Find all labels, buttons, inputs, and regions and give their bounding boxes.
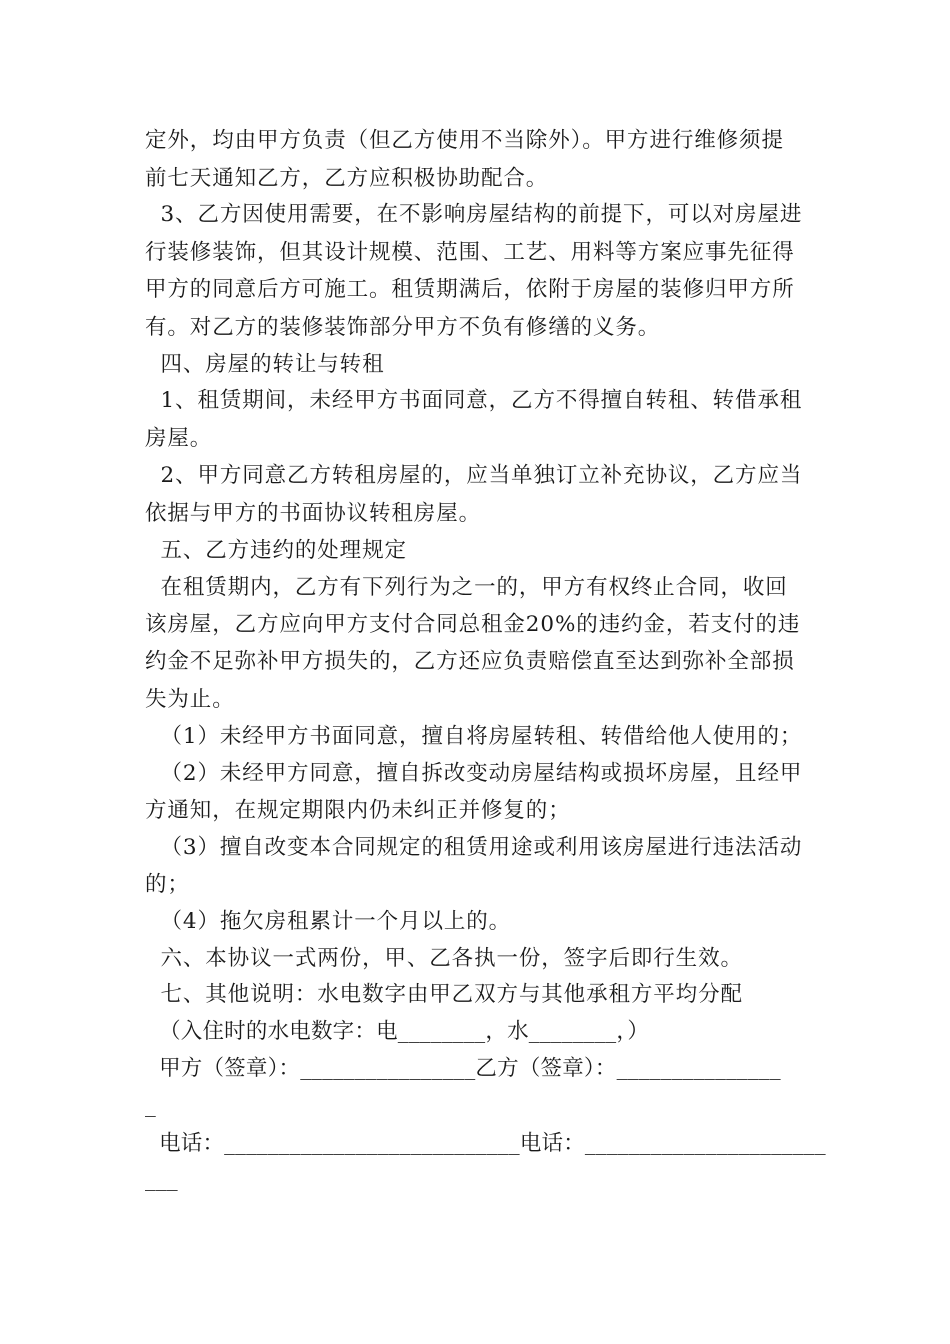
- document-line: 的；: [145, 872, 190, 897]
- document-line: 3、乙方因使用需要，在不影响房屋结构的前提下，可以对房屋进: [145, 202, 803, 227]
- document-line: 在租赁期内，乙方有下列行为之一的，甲方有权终止合同，收回: [145, 575, 788, 600]
- document-line: 失为止。: [145, 687, 235, 712]
- document-line: _: [145, 1093, 156, 1118]
- document-line: 1、租赁期间，未经甲方书面同意，乙方不得擅自转租、转借承租: [145, 388, 803, 413]
- document-line: （入住时的水电数字：电________，水________，）: [145, 1019, 650, 1044]
- document-line: 该房屋，乙方应向甲方支付合同总租金20%的违约金，若支付的违: [145, 612, 801, 637]
- document-line: （4）拖欠房租累计一个月以上的。: [145, 909, 512, 934]
- document-line: 房屋。: [145, 426, 213, 451]
- document-line: 五、乙方违约的处理规定: [145, 538, 407, 563]
- document-line: 甲方的同意后方可施工。租赁期满后，依附于房屋的装修归甲方所: [145, 277, 795, 302]
- document-line: 定外，均由甲方负责（但乙方使用不当除外）。甲方进行维修须提: [145, 128, 784, 153]
- document-line: 行装修装饰，但其设计规模、范围、工艺、用料等方案应事先征得: [145, 240, 795, 265]
- document-line: 电话：___________________________电话：______________________: [145, 1131, 826, 1156]
- document-line: 四、房屋的转让与转租: [145, 352, 385, 377]
- document-line: （2）未经甲方同意，擅自拆改变动房屋结构或损坏房屋，且经甲: [145, 761, 803, 786]
- document-line: 有。对乙方的装修装饰部分甲方不负有修缮的义务。: [145, 315, 661, 340]
- document-line: （3）擅自改变本合同规定的租赁用途或利用该房屋进行违法活动: [145, 835, 803, 860]
- document-line: 约金不足弥补甲方损失的，乙方还应负责赔偿直至达到弥补全部损: [145, 649, 795, 674]
- document-line: 六、本协议一式两份，甲、乙各执一份，签字后即行生效。: [145, 946, 743, 971]
- document-line: 前七天通知乙方，乙方应积极协助配合。: [145, 166, 549, 191]
- document-line: 甲方（签章）：________________乙方（签章）：_______________: [145, 1056, 781, 1081]
- document-line: ___: [145, 1167, 178, 1192]
- document-line: （1）未经甲方书面同意，擅自将房屋转租、转借给他人使用的；: [145, 724, 803, 749]
- document-line: 方通知，在规定期限内仍未纠正并修复的；: [145, 798, 571, 823]
- document-line: 2、甲方同意乙方转租房屋的，应当单独订立补充协议，乙方应当: [145, 463, 803, 488]
- document-line: 七、其他说明：水电数字由甲乙双方与其他承租方平均分配: [145, 982, 743, 1007]
- document-line: 依据与甲方的书面协议转租房屋。: [145, 501, 482, 526]
